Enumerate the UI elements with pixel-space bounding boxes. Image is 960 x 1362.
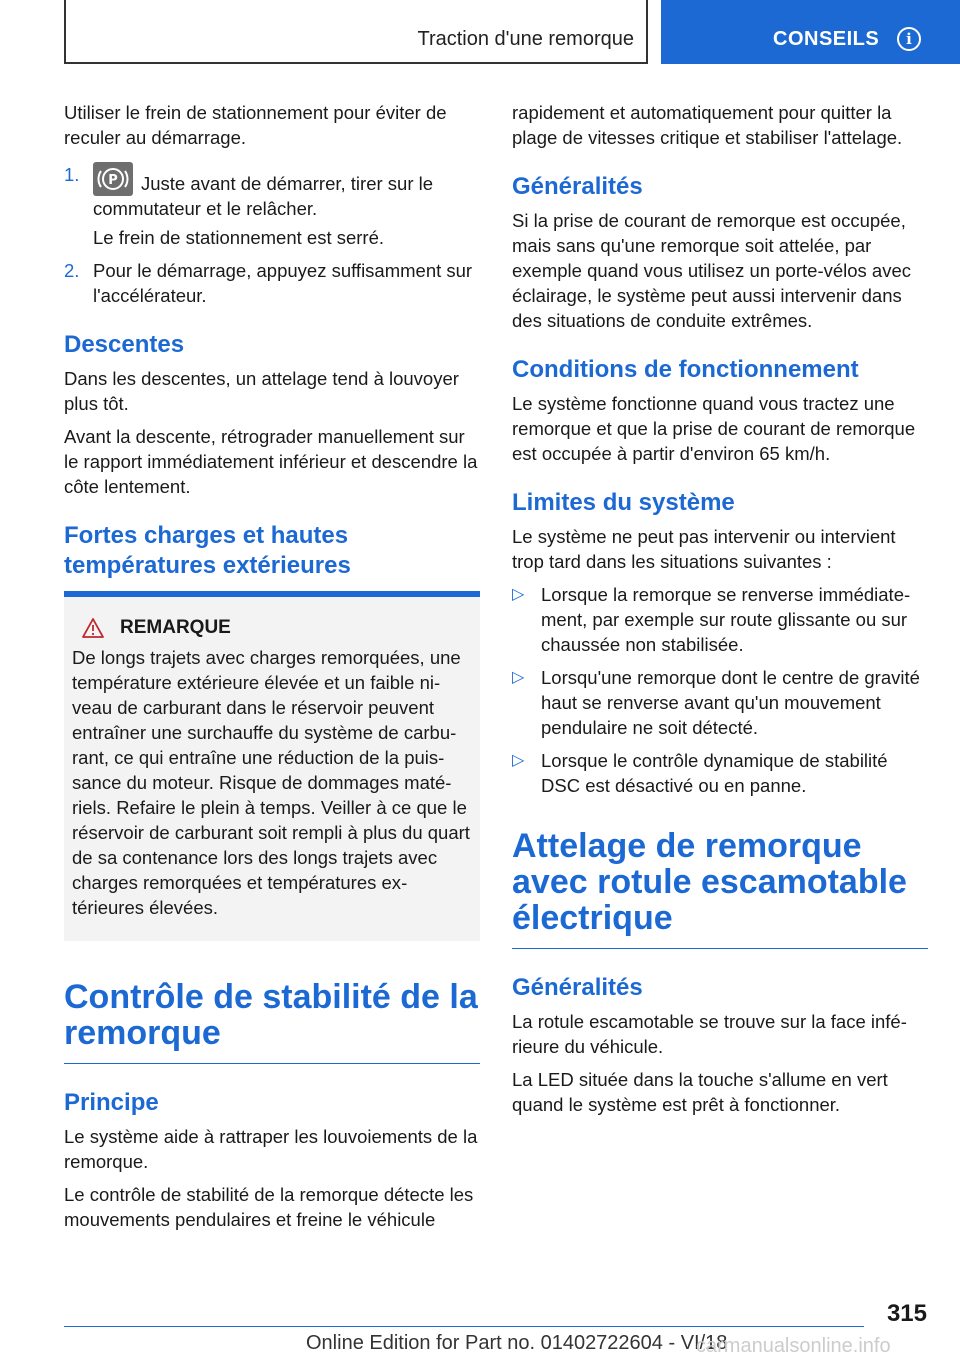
step-number: 2. (64, 260, 80, 281)
generalites-paragraph: Si la prise de courant de remorque est occupée, mais sans qu'une remorque soit attelée, par exemple quand vous utilisez un porte-vélos avec éclairage, le système peut aussi intervenir dans des situations de conduite extrêmes. (512, 210, 912, 331)
notice-title: REMARQUE (120, 617, 231, 638)
info-icon[interactable]: i (897, 27, 921, 51)
bullet-arrow-icon: ▷ (512, 752, 525, 769)
notice-text: De longs trajets avec charges remorquées, une température extérieure élevée et un faible niveau de carburant dans le réservoir peuvent entraîner une surchauffe du système de carburant, ce qui entraîne une réduction de la puissance du moteur. Risque de dommages matériels. Refaire le plein à temps. Veiller à ce que le réservoir de carburant soit rempli à plus du quart de sa contenance lors des longs trajets avec charges remorquées et températures extérieures élevées. (72, 647, 470, 918)
bullet-arrow-icon: ▷ (512, 669, 525, 686)
step-subtext: Le frein de stationnement est serré. (93, 227, 385, 248)
step-text: Pour le démarrage, appuyez suffisamment sur l'accélérateur. (93, 260, 473, 306)
section-heading-generalites: Généralités (512, 173, 643, 200)
list-item (64, 162, 480, 250)
svg-text:P: P (108, 173, 118, 188)
descentes-paragraph-1: Dans les descentes, un attelage tend à louvoyer plus tôt. (64, 368, 459, 414)
header-title: Traction d'une remorque (417, 28, 634, 50)
tab-conseils[interactable] (661, 0, 960, 64)
step-number: 1. (64, 164, 80, 185)
step-text: Juste avant de démarrer, tirer sur le commutateur et le relâcher. (93, 173, 434, 219)
list-item (64, 258, 480, 308)
page-number: 315 (886, 1300, 927, 1327)
descentes-paragraph-2: Avant la descente, rétrograder manuellement sur le rapport immédiatement inférieur et descendre la côte lentement. (64, 426, 478, 497)
section-heading-descentes: Descentes (64, 331, 185, 358)
footer-watermark: carmanualsonline.info (696, 1335, 891, 1357)
conditions-paragraph: Le système fonctionne quand vous tractez une remorque et que la prise de courant de remorque est occupée à partir d'environ 65 km/h. (512, 393, 916, 464)
list-item (512, 582, 928, 657)
list-item (512, 748, 928, 798)
section-heading-principe: Principe (64, 1089, 159, 1116)
principe-paragraph-1: Le système aide à rattraper les louvoiements de la remorque. (64, 1126, 478, 1172)
bullet-text: Lorsque le contrôle dynamique de stabilité DSC est désactivé ou en panne. (541, 750, 888, 796)
steps-list (64, 162, 480, 308)
principe-paragraph-2: Le contrôle de stabilité de la remorque détecte les mouvements pendulaires et freine le véhicule (64, 1184, 474, 1230)
notice-box (64, 591, 480, 941)
section-heading-conditions: Conditions de fonctionnement (512, 356, 859, 383)
limites-paragraph: Le système ne peut pas intervenir ou intervient trop tard dans les situations suivantes : (512, 526, 896, 572)
limits-list (512, 582, 928, 798)
intro-text: Utiliser le frein de stationnement pour éviter de reculer au démarrage. (64, 102, 447, 148)
chapter-heading-controle: Contrôle de stabilité de la remorque (64, 979, 480, 1064)
generalites2-paragraph-1: La rotule escamotable se trouve sur la face inférieure du véhicule. (512, 1011, 907, 1057)
tab-label: CONSEILS (773, 28, 880, 50)
footer-edition: Online Edition for Part no. 01402722604 - VI/18 (306, 1332, 728, 1354)
left-column (64, 100, 480, 1240)
chapter-heading-attelage: Attelage de remorque avec rotule escamotable électrique (512, 828, 928, 949)
bullet-text: Lorsque la remorque se renverse immédiatement, par exemple sur route glissante ou sur chaussée non stabilisée. (541, 584, 911, 655)
right-column (512, 100, 928, 1125)
header-bar (64, 0, 648, 64)
list-item (512, 665, 928, 740)
section-heading-limites: Limites du système (512, 489, 735, 516)
generalites2-paragraph-2: La LED située dans la touche s'allume en vert quand le système est prêt à fonctionner. (512, 1069, 888, 1115)
section-heading-generalites-2: Généralités (512, 974, 643, 1001)
section-heading-fortes-charges: Fortes charges et hautes températures extérieures (64, 522, 351, 579)
notice-header (72, 617, 472, 639)
bullet-arrow-icon: ▷ (512, 586, 525, 603)
bullet-text: Lorsqu'une remorque dont le centre de gravité haut se renverse avant qu'un mouvement pendulaire ne soit détecté. (541, 667, 920, 738)
continued-text: rapidement et automatiquement pour quitter la plage de vitesses critique et stabiliser l'attelage. (512, 102, 903, 148)
warning-icon (82, 618, 104, 638)
footer-divider (64, 1326, 864, 1327)
parking-brake-icon (93, 162, 133, 196)
